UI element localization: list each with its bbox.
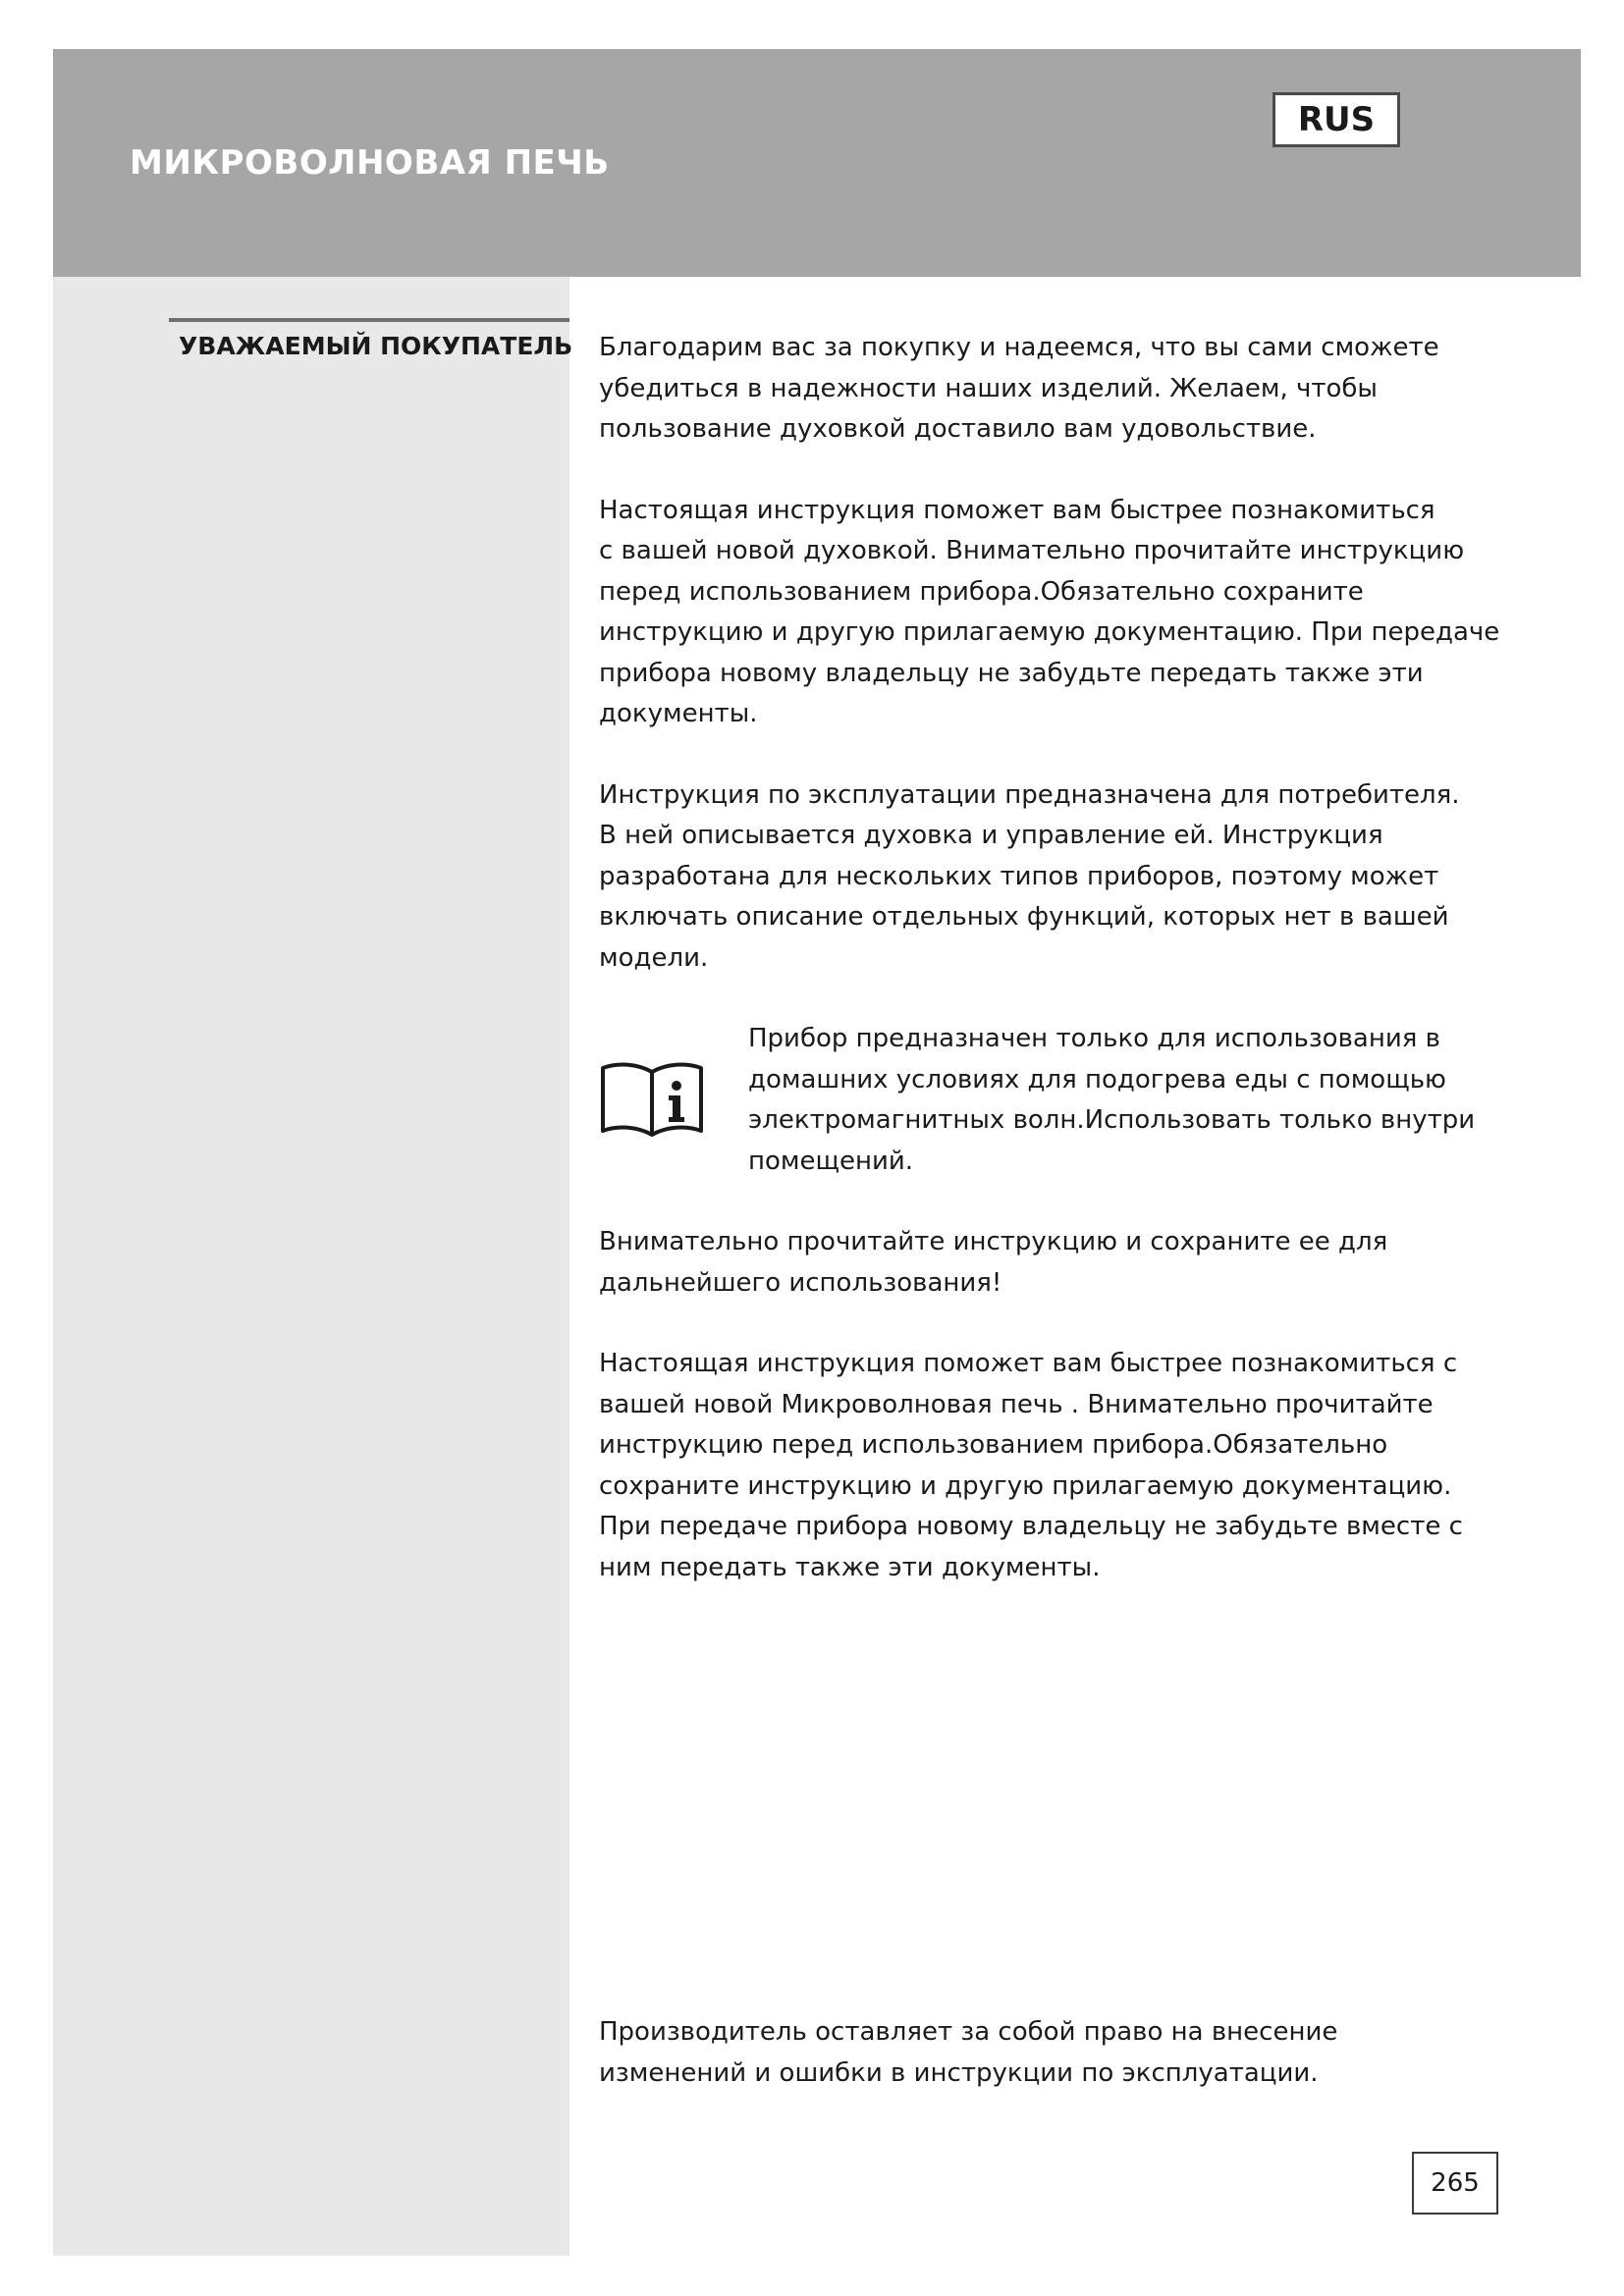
language-badge: RUS: [1272, 92, 1400, 147]
main-content: [599, 328, 1500, 1629]
text-line: убедиться в надежности наших изделий. Желаем, чтобы: [599, 373, 1378, 403]
text-line: Благодарим вас за покупку и надеемся, что вы сами сможете: [599, 333, 1439, 362]
text-line: ним передать также эти документы.: [599, 1552, 1101, 1582]
text-line: документы.: [599, 699, 758, 728]
page-title: МИКРОВОЛНОВАЯ ПЕЧЬ: [130, 143, 610, 183]
text-line: включать описание отдельных функций, которых нет в вашей: [599, 902, 1449, 932]
text-line: с вашей новой духовкой. Внимательно прочитайте инструкцию: [599, 536, 1465, 565]
info-notice: [599, 1019, 1483, 1182]
section-title: УВАЖАЕМЫЙ ПОКУПАТЕЛЬ: [179, 332, 573, 360]
info-notice-text: [748, 1019, 1475, 1182]
usage-paragraph: [599, 775, 1483, 980]
text-line: прибора новому владельцу не забудьте передать также эти: [599, 658, 1424, 688]
text-line: помещений.: [748, 1146, 914, 1176]
manual-info-icon: [599, 1058, 705, 1139]
text-line: Внимательно прочитайте инструкцию и сохраните ее для: [599, 1227, 1388, 1256]
left-sidebar-band: [53, 277, 569, 2256]
text-line: Инструкция по эксплуатации предназначена для потребителя.: [599, 779, 1460, 810]
text-line: инструкцию и другую прилагаемую документацию. При передаче: [599, 617, 1500, 647]
section-divider: [169, 318, 569, 322]
text-line: Настоящая инструкция поможет вам быстрее познакомиться с: [599, 1349, 1458, 1378]
text-line: вашей новой Микроволновая печь . Внимательно прочитайте: [599, 1389, 1434, 1419]
text-line: разработана для нескольких типов приборов, поэтому может: [599, 861, 1439, 891]
text-line: При передаче прибора новому владельцу не забудьте вместе с: [599, 1512, 1463, 1541]
page-number: 265: [1412, 2152, 1498, 2215]
text-line: инструкцию перед использованием прибора.Обязательно: [599, 1430, 1388, 1460]
text-line: дальнейшего использования!: [599, 1267, 1002, 1298]
text-line: Производитель оставляет за собой право на внесение: [599, 2017, 1338, 2047]
text-line: электромагнитных волн.Использовать только внутри: [748, 1105, 1476, 1135]
text-line: домашних условиях для подогрева еды с помощью: [748, 1064, 1446, 1095]
read-carefully-paragraph: [599, 1222, 1483, 1304]
microwave-instruction-paragraph: [599, 1344, 1483, 1588]
instruction-paragraph: [599, 491, 1500, 735]
text-line: Прибор предназначен только для использования в: [748, 1024, 1440, 1053]
text-line: Настоящая инструкция поможет вам быстрее познакомиться: [599, 495, 1435, 525]
text-line: перед использованием прибора.Обязательно сохраните: [599, 576, 1364, 607]
text-line: В ней описывается духовка и управление ей. Инструкция: [599, 821, 1383, 850]
intro-paragraph: [599, 328, 1483, 451]
text-line: модели.: [599, 942, 709, 973]
text-line: пользование духовкой доставило вам удовольствие.: [599, 414, 1317, 444]
text-line: изменений и ошибки в инструкции по эксплуатации.: [599, 2057, 1319, 2088]
manufacturer-disclaimer: [599, 2012, 1483, 2094]
text-line: сохраните инструкцию и другую прилагаемую документацию.: [599, 1470, 1452, 1501]
